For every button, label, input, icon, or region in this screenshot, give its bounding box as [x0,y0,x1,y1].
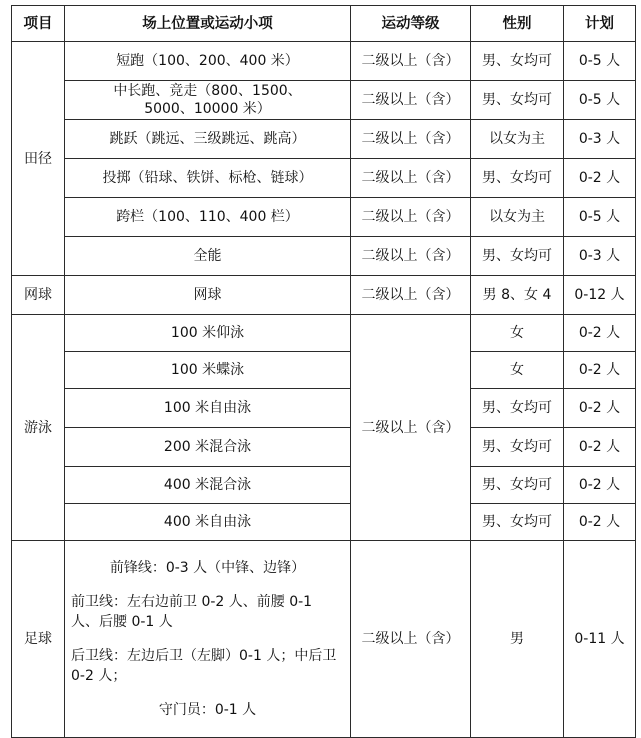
event-cell: 网球 [65,276,351,315]
event-cell: 全能 [65,237,351,276]
plan-cell: 0-2 人 [564,315,636,352]
position-defense: 后卫线：左边后卫（左脚）0-1 人；中后卫 0-2 人； [71,648,337,684]
gender-cell: 男、女均可 [471,467,564,504]
gender-cell: 女 [471,352,564,389]
table-row [12,198,636,237]
plan-cell: 0-2 人 [564,352,636,389]
header-row [12,6,636,42]
header-level: 运动等级 [351,6,471,42]
plan-cell: 0-12 人 [564,276,636,315]
plan-cell: 0-2 人 [564,428,636,467]
position-goalkeeper: 守门员：0-1 人 [158,702,257,718]
header-plan: 计划 [564,6,636,42]
plan-cell: 0-2 人 [564,467,636,504]
table-row [12,541,636,738]
level-cell: 二级以上（含） [351,541,471,738]
table-row [12,81,636,120]
level-cell: 二级以上（含） [351,237,471,276]
gender-cell: 男、女均可 [471,504,564,541]
table-row [12,42,636,81]
table-row [12,159,636,198]
football-positions [65,541,351,738]
plan-cell: 0-5 人 [564,198,636,237]
gender-cell: 男 8、女 4 [471,276,564,315]
table-row [12,352,636,389]
plan-cell: 0-11 人 [564,541,636,738]
table-row [12,504,636,541]
category-track-field: 田径 [12,42,65,276]
event-cell: 400 米混合泳 [65,467,351,504]
plan-cell: 0-5 人 [564,42,636,81]
position-forward: 前锋线：0-3 人（中锋、边锋） [109,560,306,576]
event-cell: 中长跑、竞走（800、1500、5000、10000 米） [65,81,351,120]
event-cell: 400 米自由泳 [65,504,351,541]
level-cell: 二级以上（含） [351,276,471,315]
event-cell: 100 米蝶泳 [65,352,351,389]
gender-cell: 男、女均可 [471,81,564,120]
category-football: 足球 [12,541,65,738]
event-cell: 100 米仰泳 [65,315,351,352]
event-cell: 200 米混合泳 [65,428,351,467]
level-cell: 二级以上（含） [351,42,471,81]
table-row [12,237,636,276]
plan-cell: 0-3 人 [564,237,636,276]
table-row [12,467,636,504]
gender-cell: 女 [471,315,564,352]
level-cell: 二级以上（含） [351,198,471,237]
event-cell: 100 米自由泳 [65,389,351,428]
gender-cell: 以女为主 [471,120,564,159]
plan-cell: 0-2 人 [564,504,636,541]
gender-cell: 男、女均可 [471,42,564,81]
header-event: 场上位置或运动小项 [65,6,351,42]
event-cell: 短跑（100、200、400 米） [65,42,351,81]
event-cell: 投掷（铅球、铁饼、标枪、链球） [65,159,351,198]
category-swimming: 游泳 [12,315,65,541]
gender-cell: 男、女均可 [471,428,564,467]
gender-cell: 男 [471,541,564,738]
level-cell: 二级以上（含） [351,159,471,198]
gender-cell: 男、女均可 [471,389,564,428]
recruitment-table [11,5,636,738]
category-tennis: 网球 [12,276,65,315]
plan-cell: 0-2 人 [564,159,636,198]
event-cell: 跳跃（跳远、三级跳远、跳高） [65,120,351,159]
gender-cell: 以女为主 [471,198,564,237]
plan-cell: 0-5 人 [564,81,636,120]
header-gender: 性别 [471,6,564,42]
table-row [12,315,636,352]
table-row [12,389,636,428]
table-row [12,276,636,315]
gender-cell: 男、女均可 [471,159,564,198]
table-row [12,120,636,159]
level-cell: 二级以上（含） [351,315,471,541]
header-category: 项目 [12,6,65,42]
gender-cell: 男、女均可 [471,237,564,276]
plan-cell: 0-2 人 [564,389,636,428]
plan-cell: 0-3 人 [564,120,636,159]
table-row [12,428,636,467]
event-cell: 跨栏（100、110、400 栏） [65,198,351,237]
position-midfield: 前卫线：左右边前卫 0-2 人、前腰 0-1 人、后腰 0-1 人 [71,594,313,630]
level-cell: 二级以上（含） [351,81,471,120]
level-cell: 二级以上（含） [351,120,471,159]
